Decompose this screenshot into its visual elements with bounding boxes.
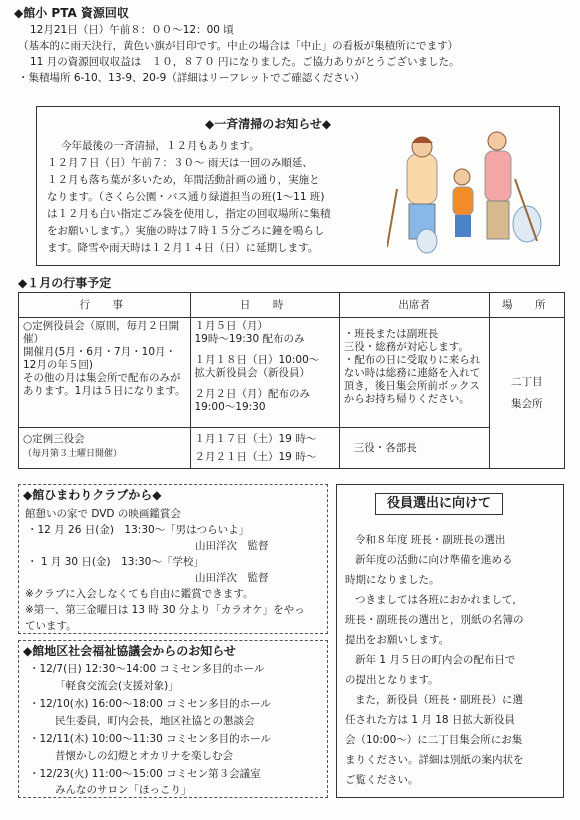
himawari-line: 館憩いの家で DVD の映画鑑賞会: [25, 508, 181, 520]
cleanup-line: をお願いします。）実施の時は７時１５分ごろに鐘を鳴らし: [47, 225, 325, 237]
election-line: 令和８年度 班長・副班長の選出: [355, 534, 506, 546]
attendees-line: からお持ち帰りください。: [343, 393, 470, 405]
datetime-line: 19時～19:30 配布のみ: [194, 333, 305, 345]
himawari-line: ※クラブに入会しなくても自由に鑑賞できます。: [25, 588, 254, 600]
datetime-cell: [190, 318, 339, 428]
attendees-line: ない時は総務に連絡を入れて: [343, 367, 481, 379]
election-box: [336, 484, 564, 798]
cleanup-line: 今年最後の一斉清掃，１２月もあります。: [61, 140, 260, 152]
election-line: 会（10:00～）に二丁目集会所にお集: [345, 734, 523, 746]
election-line: 班長・副班長の選出と，別紙の名簿の: [345, 614, 524, 626]
spacer: [195, 346, 335, 354]
datetime-line: １月５日（月）: [194, 320, 268, 332]
cleanup-box: [36, 106, 560, 266]
welfare-line: ・12/10(水) 16:00～18:00 コミセン多目的ホール: [29, 698, 271, 710]
election-line: また，新役員（班長・副班長）に選: [355, 694, 523, 706]
recycle-note: （基本的に雨天決行，黄色い旗が目印です。中止の場合は「中止」の看板が集積所にでます）: [18, 40, 459, 52]
himawari-line: ・ 1 月 30 日(金) 13:30～「学校」: [27, 556, 204, 568]
recycle-date: 12月21日（日）午前８：００～12：00 頃: [30, 24, 234, 36]
event-line: ○定例役員会（原則，毎月２日開: [23, 320, 180, 332]
election-line: 新年度の活動に向け準備を進める: [355, 554, 513, 566]
datetime-line: 19:00～19:30: [194, 401, 266, 413]
attendees-line: 三役・各部長: [353, 441, 417, 454]
welfare-line: 民生委員，町内会長，地区社協との懇談会: [55, 715, 255, 727]
election-title: 役員選出に向けて: [375, 493, 503, 515]
himawari-box: [18, 484, 328, 634]
event-line: 開催月(5月・6月・7月・10月・: [23, 346, 176, 358]
datetime-line: ２月２日（月）配布のみ: [194, 388, 310, 400]
spacer: [195, 380, 335, 388]
cleaning-family-illustration: [387, 129, 547, 259]
cleanup-line: なります。（さくら公園・バス通り緑道担当の班(1～11 班): [47, 191, 325, 203]
header-event: 行 事: [19, 293, 191, 318]
attendees-cell: [339, 428, 489, 469]
recycle-places: ・集積場所 6-10、13-9、20-9（詳細はリーフレットでご確認ください）: [18, 72, 365, 84]
himawari-line: 山田洋次 監督: [195, 572, 269, 584]
cleanup-line: １２月も落ち葉が多いため，年間活動計画の通り，実施と: [47, 174, 320, 186]
event-cell: [19, 318, 191, 428]
cleanup-title: ◆一斉清掃のお知らせ◆: [205, 117, 332, 131]
header-attendees: 出席者: [339, 293, 489, 318]
welfare-line: 「軽食交流会(支援対象)」: [55, 680, 179, 692]
schedule-table: [18, 292, 565, 469]
cleanup-line: １２月７日（日）午前７：３０～ 雨天は一回のみ順延、: [47, 157, 313, 169]
table-row: [19, 428, 565, 469]
event-line: ○定例三役会: [23, 433, 85, 445]
election-line: 任された方は 1 月 18 日拡大新役員: [345, 714, 515, 726]
welfare-box: [18, 640, 328, 798]
event-line: その他の月は集会所で配布のみが: [23, 372, 181, 384]
himawari-title: ◆館ひまわりクラブから◆: [23, 488, 162, 502]
welfare-line: みんなのサロン「ほっこり」: [55, 784, 192, 796]
attendees-line: ・配布の日に受取りに来られ: [343, 354, 481, 366]
event-cell: [19, 428, 191, 469]
himawari-line: 山田洋次 監督: [195, 540, 269, 552]
election-line: 新年 1 月５日の町内会の配布日で: [355, 654, 516, 666]
datetime-line: １月１８日（日）10:00～: [194, 354, 320, 366]
schedule-title: ◆１月の行事予定: [18, 276, 112, 290]
welfare-title: ◆館地区社会福祉協議会からのお知らせ: [23, 644, 236, 658]
header-datetime: 日 時: [190, 293, 339, 318]
event-line: 12月の年５回): [23, 359, 93, 371]
welfare-line: 昔懐かしの幻燈とオカリナを楽しむ会: [55, 750, 233, 762]
recycle-title: ◆館小 PTA 資源回収: [14, 6, 129, 20]
datetime-line: 拡大新役員会（新役員）: [194, 367, 310, 379]
election-line: 提出をお願いします。: [345, 634, 450, 646]
attendees-line: 三役・総務が対応します。: [343, 341, 469, 353]
attendees-cell: [339, 318, 489, 428]
cleanup-line: は１２月も白い指定ごみ袋を使用し，指定の回収場所に集積: [47, 208, 331, 220]
event-line: （毎月第３土曜日開催）: [23, 449, 123, 459]
event-line: あります。1月は５日になります。: [23, 385, 186, 397]
election-line: まりください。詳細は別紙の案内状を: [345, 754, 524, 766]
himawari-line: ・12 月 26 日(金) 13:30～「男はつらいよ」: [27, 524, 250, 536]
himawari-line: ています。: [25, 620, 77, 632]
table-row: [19, 318, 565, 428]
welfare-line: ・12/7(日) 12:30～14:00 コミセン多目的ホール: [29, 663, 265, 675]
election-line: 時期になりました。: [345, 574, 440, 586]
datetime-cell: [190, 428, 339, 469]
election-line: つきましては各班におかれまして，: [355, 594, 523, 606]
election-line: の提出となります。: [345, 674, 439, 686]
place-cell: [489, 318, 564, 469]
attendees-line: 頂き，後日集会所前ボックス: [343, 380, 480, 392]
datetime-line: １月１７日（土）19 時～: [194, 433, 317, 445]
election-line: ご覧ください。: [345, 774, 419, 786]
himawari-line: ※第一、第三金曜日は 13 時 30 分より「カラオケ」をやっ: [25, 604, 305, 616]
recycle-revenue: 11 月の資源回収収益は １０，８７０ 円になりました。ご協力ありがとうございました。: [30, 56, 460, 68]
place-line: 集会所: [511, 398, 543, 410]
place-line: 二丁目: [511, 376, 543, 388]
welfare-line: ・12/11(木) 10:00～11:30 コミセン多目的ホール: [29, 733, 271, 745]
table-header-row: [19, 293, 565, 318]
datetime-line: ２月２１日（土）19 時～: [194, 451, 317, 463]
event-line: 催）: [23, 333, 44, 345]
attendees-line: ・班長または副班長: [343, 328, 439, 340]
header-place: 場 所: [489, 293, 564, 318]
welfare-line: ・12/23(火) 11:00～15:00 コミセン第３会議室: [29, 768, 261, 780]
cleanup-line: ます。降雪や雨天時は１２月１４日（日）に延期します。: [47, 242, 319, 254]
